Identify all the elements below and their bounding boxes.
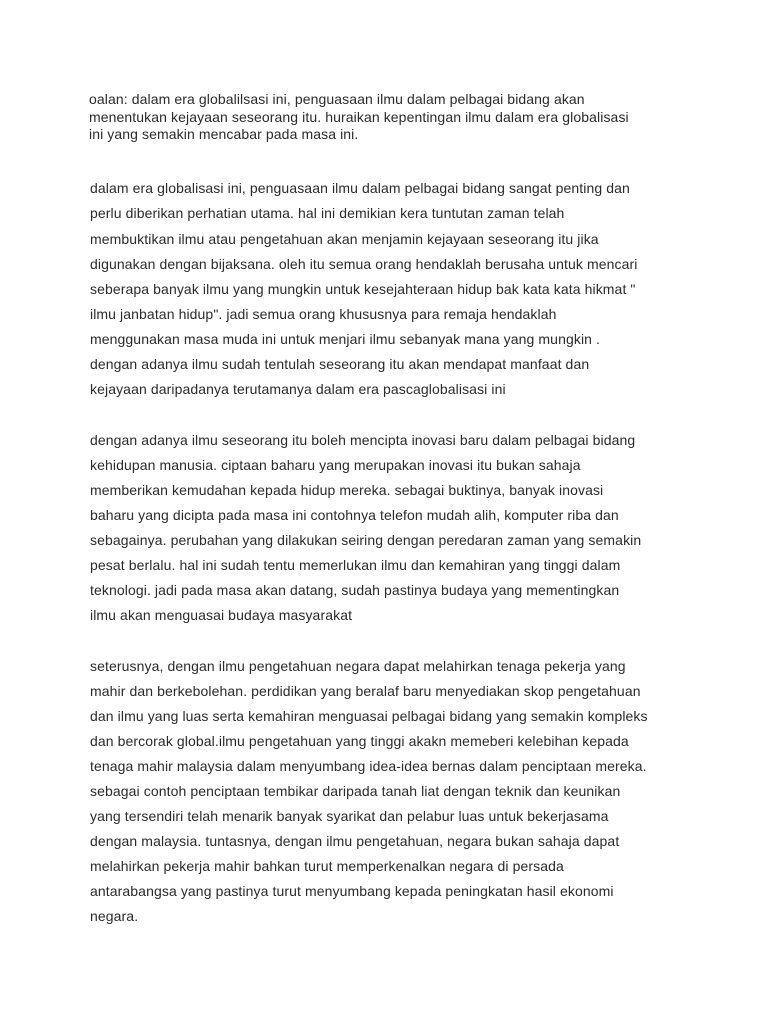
text-line: kehidupan manusia. ciptaan baharu yang merupakan inovasi itu bukan sahaja (90, 457, 581, 473)
text-line: dan ilmu yang luas serta kemahiran menguasai pelbagai bidang yang semakin kompleks (90, 708, 648, 724)
text-line: antarabangsa yang pastinya turut menyumbang kepada peningkatan hasil ekonomi (90, 883, 614, 899)
text-line: dalam era globalisasi ini, penguasaan ilmu dalam pelbagai bidang sangat penting dan (90, 180, 630, 196)
text-line: dengan adanya ilmu seseorang itu boleh mencipta inovasi baru dalam pelbagai bidang (90, 432, 636, 448)
text-line: mahir dan berkebolehan. perdidikan yang beralaf baru menyediakan skop pengetahuan (90, 683, 641, 699)
text-line: sebagainya. perubahan yang dilakukan seiring dengan peredaran zaman yang semakin (90, 532, 642, 548)
text-line: melahirkan pekerja mahir bahkan turut memperkenalkan negara di persada (90, 858, 564, 874)
text-line: memberikan kemudahan kepada hidup mereka. sebagai buktinya, banyak inovasi (90, 482, 604, 498)
text-line: ilmu janbatan hidup". jadi semua orang khususnya para remaja hendaklah (90, 306, 557, 322)
question-line: ini yang semakin mencabar pada masa ini. (89, 126, 359, 142)
text-line: dan bercorak global.ilmu pengetahuan yang tinggi akakn memeberi kelebihan kepada (90, 733, 629, 749)
text-line: teknologi. jadi pada masa akan datang, sudah pastinya budaya yang mementingkan (90, 582, 620, 598)
text-line: seberapa banyak ilmu yang mungkin untuk kesejahteraan hidup bak kata kata hikmat " (90, 281, 636, 297)
question-line: oalan: dalam era globalilsasi ini, penguasaan ilmu dalam pelbagai bidang akan (89, 91, 585, 107)
text-line: pesat berlalu. hal ini sudah tentu memerlukan ilmu dan kemahiran yang tinggi dalam (90, 557, 621, 573)
text-line: perlu diberikan perhatian utama. hal ini demikian kera tuntutan zaman telah (90, 205, 565, 221)
essay-question (89, 91, 689, 144)
text-line: dengan adanya ilmu sudah tentulah seseorang itu akan mendapat manfaat dan (90, 356, 590, 372)
text-line: dengan malaysia. tuntasnya, dengan ilmu pengetahuan, negara bukan sahaja dapat (90, 833, 620, 849)
text-line: negara. (90, 908, 139, 924)
text-line: yang tersendiri telah menarik banyak syarikat dan pelabur luas untuk bekerjasama (90, 808, 609, 824)
text-line: kejayaan daripadanya terutamanya dalam era pascaglobalisasi ini (90, 381, 506, 397)
text-line: digunakan dengan bijaksana. oleh itu semua orang hendaklah berusaha untuk mencari (90, 256, 638, 272)
text-line: baharu yang dicipta pada masa ini contohnya telefon mudah alih, komputer riba dan (90, 507, 619, 523)
question-line: menentukan kejayaan seseorang itu. huraikan kepentingan ilmu dalam era globalisasi (89, 108, 629, 125)
text-line: tenaga mahir malaysia dalam menyumbang idea-idea bernas dalam penciptaan mereka. (90, 758, 647, 774)
text-line: seterusnya, dengan ilmu pengetahuan negara dapat melahirkan tenaga pekerja yang (90, 658, 626, 674)
text-line: menggunakan masa muda ini untuk menjari ilmu sebanyak mana yang mungkin . (90, 331, 601, 347)
text-line: membuktikan ilmu atau pengetahuan akan menjamin kejayaan seseorang itu jika (90, 231, 599, 247)
text-line: sebagai contoh penciptaan tembikar daripada tanah liat dengan teknik dan keunikan (90, 783, 621, 799)
text-line: ilmu akan menguasai budaya masyarakat (90, 607, 353, 623)
